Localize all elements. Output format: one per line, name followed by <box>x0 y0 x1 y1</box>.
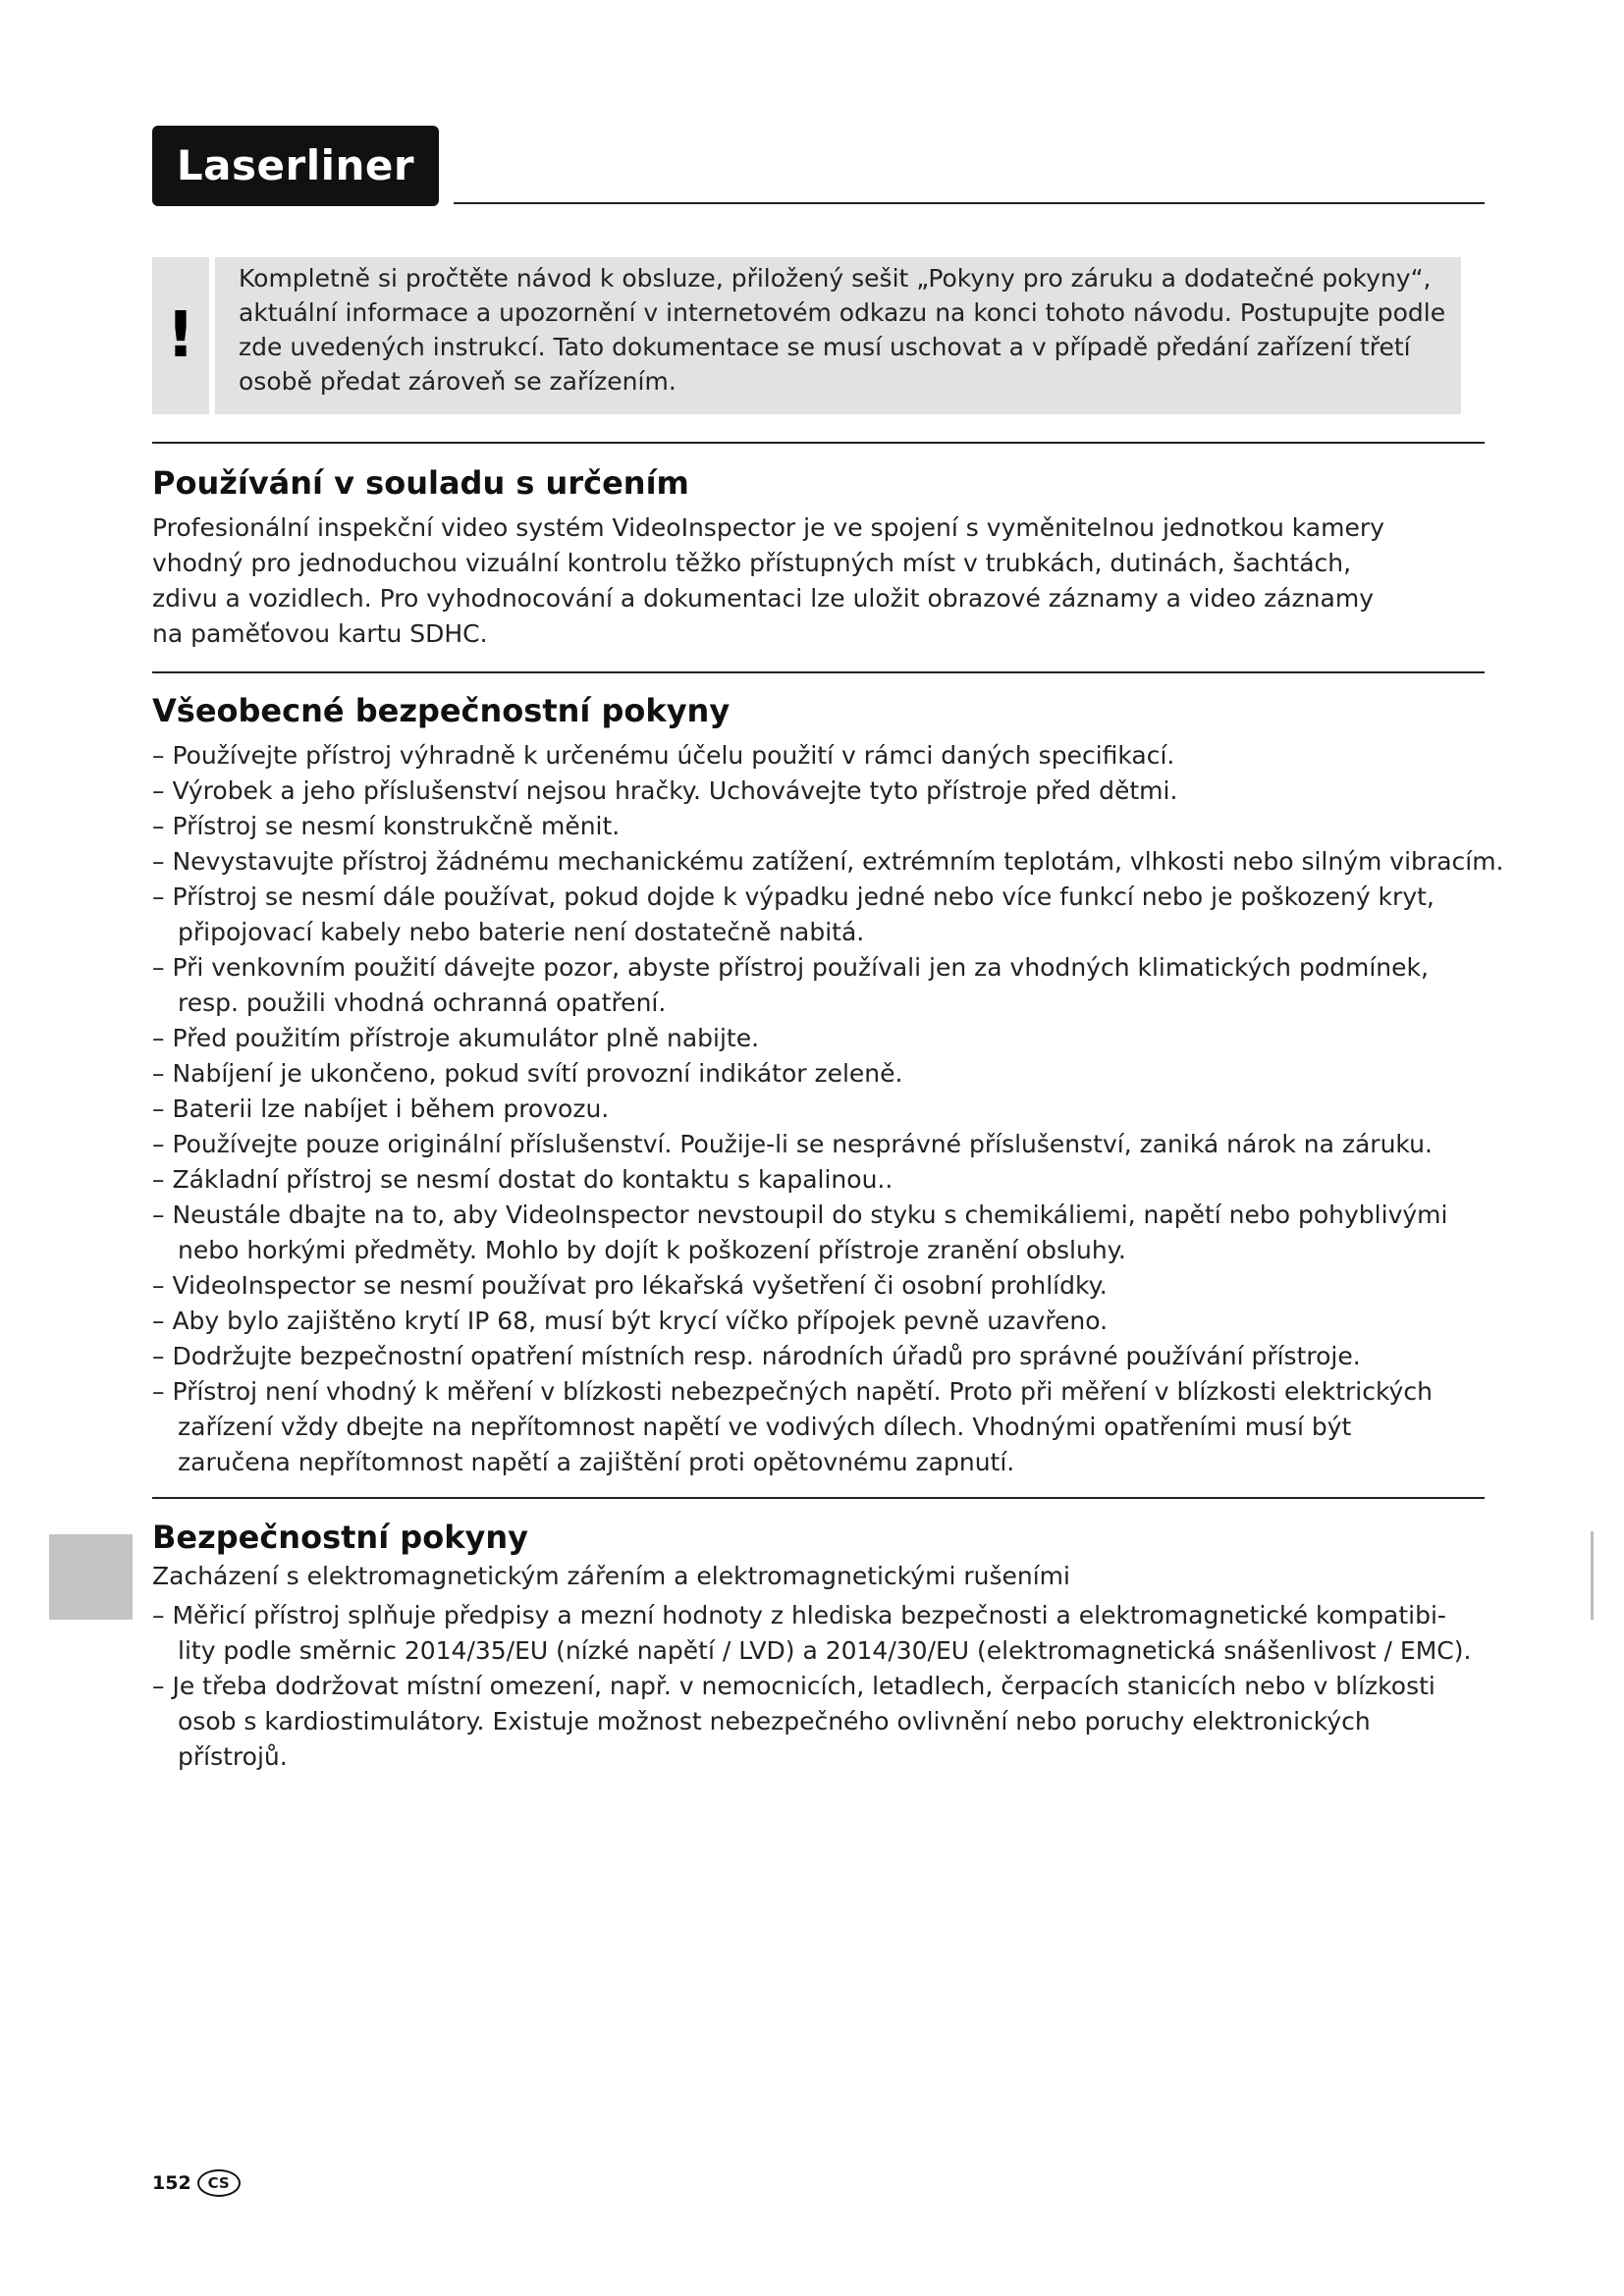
page-edge-marker <box>1591 1531 1594 1620</box>
list-item <box>152 1339 1527 1374</box>
list-item-text: nebo horkými předměty. Mohlo by dojít k poškození přístroje zranění obsluhy. <box>178 1236 1126 1264</box>
list-item <box>152 1127 1527 1162</box>
page-footer <box>152 2167 241 2199</box>
list-item <box>152 1162 1527 1198</box>
list-item-text: – Baterii lze nabíjet i během provozu. <box>152 1095 610 1123</box>
language-side-tab <box>49 1534 133 1620</box>
brand-logo: Laserliner <box>152 126 439 206</box>
notice-box <box>152 257 1485 414</box>
section-divider <box>152 442 1485 444</box>
list-item-text: – VideoInspector se nesmí používat pro lékařská vyšetření či osobní prohlídky. <box>152 1271 1108 1300</box>
list-item <box>152 1374 1527 1480</box>
list-item-text: – Nevystavujte přístroj žádnému mechanickému zatížení, extrémním teplotám, vlhkosti nebo silným vibracím. <box>152 847 1504 876</box>
section-general-safety <box>152 689 1527 1480</box>
list-item <box>152 1268 1527 1304</box>
exclamation-icon: ! <box>152 257 209 414</box>
header-rule <box>454 202 1485 204</box>
list-item <box>152 1669 1527 1775</box>
section-title: Používání v souladu s určením <box>152 464 689 502</box>
list-item-text: zaručena nepřítomnost napětí a zajištění proti opětovnému zapnutí. <box>178 1448 1015 1476</box>
language-badge: CS <box>197 2169 241 2197</box>
list-item <box>152 844 1527 880</box>
notice-line: osobě předat zároveň se zařízením. <box>239 367 677 396</box>
list-item-text: zařízení vždy dbejte na nepřítomnost napětí ve vodivých dílech. Vhodnými opatřeními musí být <box>178 1413 1352 1441</box>
list-item-text: připojovací kabely nebo baterie není dostatečně nabitá. <box>178 918 865 946</box>
list-item-text: – Nabíjení je ukončeno, pokud svítí provozní indikátor zeleně. <box>152 1059 903 1088</box>
list-item-text: přístrojů. <box>178 1742 288 1771</box>
list-item <box>152 1021 1527 1056</box>
list-item-text: – Přístroj se nesmí konstrukčně měnit. <box>152 812 621 840</box>
notice-line: aktuální informace a upozornění v internetovém odkazu na konci tohoto návodu. Postupujte podle <box>239 298 1446 327</box>
list-item-text: – Před použitím přístroje akumulátor plně nabijte. <box>152 1024 760 1052</box>
list-item <box>152 950 1527 1021</box>
section-safety-notes <box>152 1516 1527 1775</box>
list-item-text: lity podle směrnic 2014/35/EU (nízké napětí / LVD) a 2014/30/EU (elektromagnetická snášenlivost / EMC). <box>178 1636 1472 1665</box>
list-item <box>152 1304 1527 1339</box>
paragraph-line: na paměťovou kartu SDHC. <box>152 619 488 648</box>
section-title: Bezpečnostní pokyny <box>152 1519 528 1556</box>
list-item <box>152 738 1527 774</box>
notice-text-box <box>215 257 1461 414</box>
list-item-text: – Přístroj není vhodný k měření v blízkosti nebezpečných napětí. Proto při měření v blízkosti elektrických <box>152 1377 1433 1406</box>
list-item <box>152 1056 1527 1092</box>
list-item-text: – Aby bylo zajištěno krytí IP 68, musí být krycí víčko přípojek pevně uzavřeno. <box>152 1307 1109 1335</box>
list-item-text: – Používejte pouze originální příslušenství. Použije-li se nesprávné příslušenství, zaniká nárok na záruku. <box>152 1130 1433 1158</box>
list-item-text: – Výrobek a jeho příslušenství nejsou hračky. Uchovávejte tyto přístroje před dětmi. <box>152 776 1178 805</box>
section-divider <box>152 671 1485 673</box>
paragraph-line: zdivu a vozidlech. Pro vyhodnocování a dokumentaci lze uložit obrazové záznamy a video záznamy <box>152 584 1374 613</box>
list-item-text: resp. použili vhodná ochranná opatření. <box>178 988 667 1017</box>
list-item-text: – Neustále dbajte na to, aby VideoInspector nevstoupil do styku s chemikáliemi, napětí nebo pohyblivými <box>152 1201 1448 1229</box>
list-item <box>152 774 1527 809</box>
paragraph-line: Profesionální inspekční video systém VideoInspector je ve spojení s vyměnitelnou jednotkou kamery <box>152 513 1384 542</box>
list-item <box>152 880 1527 950</box>
list-item-text: osob s kardiostimulátory. Existuje možnost nebezpečného ovlivnění nebo poruchy elektronických <box>178 1707 1371 1735</box>
section-divider <box>152 1497 1485 1499</box>
notice-line: Kompletně si pročtěte návod k obsluze, přiložený sešit „Pokyny pro záruku a dodatečné pokyny“, <box>239 264 1432 293</box>
paragraph-line: vhodný pro jednoduchou vizuální kontrolu těžko přístupných míst v trubkách, dutinách, šachtách, <box>152 549 1352 577</box>
list-item-text: – Přístroj se nesmí dále používat, pokud dojde k výpadku jedné nebo více funkcí nebo je poškozený kryt, <box>152 882 1435 911</box>
list-item <box>152 1598 1527 1669</box>
list-item-text: – Měřicí přístroj splňuje předpisy a mezní hodnoty z hlediska bezpečnosti a elektromagnetické kompatibi- <box>152 1601 1446 1629</box>
list-item-text: – Je třeba dodržovat místní omezení, např. v nemocnicích, letadlech, čerpacích stanicích nebo v blízkosti <box>152 1672 1435 1700</box>
list-item <box>152 1092 1527 1127</box>
notice-line: zde uvedených instrukcí. Tato dokumentace se musí uschovat a v případě předání zařízení třetí <box>239 333 1411 361</box>
list-item-text: – Při venkovním použití dávejte pozor, abyste přístroj používali jen za vhodných klimatických podmínek, <box>152 953 1429 982</box>
list-item-text: – Základní přístroj se nesmí dostat do kontaktu s kapalinou.. <box>152 1165 893 1194</box>
section-subtitle: Zacházení s elektromagnetickým zářením a elektromagnetickými rušeními <box>152 1562 1070 1590</box>
section-title: Všeobecné bezpečnostní pokyny <box>152 692 731 729</box>
list-item-text: – Dodržujte bezpečnostní opatření místních resp. národních úřadů pro správné používání přístroje. <box>152 1342 1361 1370</box>
list-item-text: – Používejte přístroj výhradně k určenému účelu použití v rámci daných specifikací. <box>152 741 1175 770</box>
list-item <box>152 1198 1527 1268</box>
list-item <box>152 809 1527 844</box>
page-number: 152 <box>152 2172 191 2194</box>
section-intended-use <box>152 461 1527 652</box>
